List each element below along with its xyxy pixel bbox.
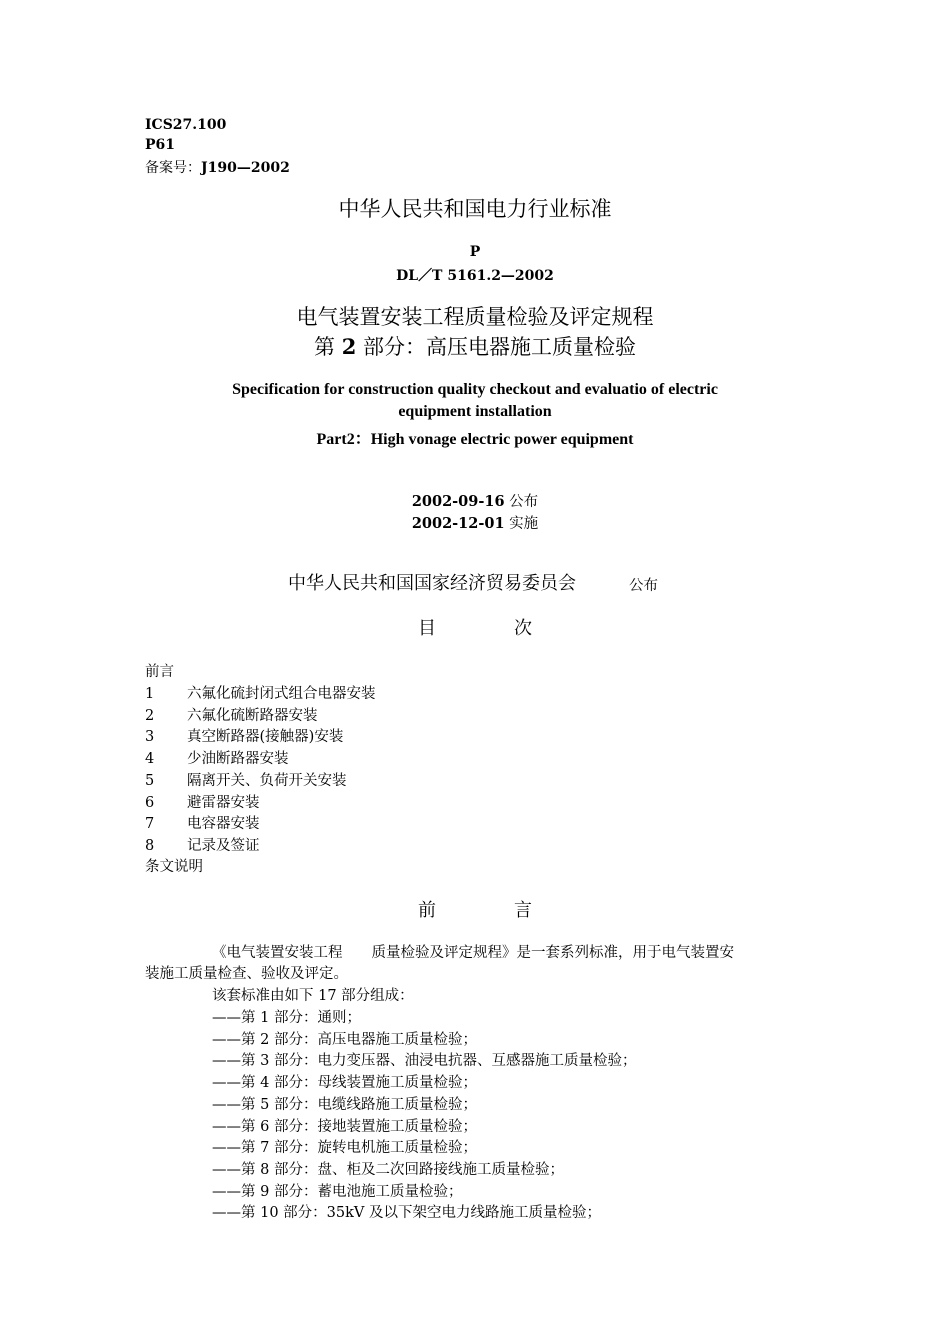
toc-item-number: 2 <box>145 707 155 724</box>
standard-number: DL／T 5161.2—2002 <box>396 268 554 284</box>
title-cn-line1: 电气装置安装工程质量检验及评定规程 <box>296 305 654 329</box>
title-cn-line2 <box>0 331 950 361</box>
part-list-item: ——第 9 部分：蓄电池施工质量检验； <box>212 1183 463 1200</box>
toc-item-number: 4 <box>145 751 155 768</box>
preface-para1-line2: 装施工质量检查、验收及评定。 <box>145 966 348 982</box>
toc-item <box>145 725 343 746</box>
toc-item-label: 六氟化硫断路器安装 <box>187 707 318 724</box>
effective-date-value: 2002-12-01 <box>411 515 505 532</box>
preface-para2: 该套标准由如下 17 部分组成： <box>212 988 414 1004</box>
toc-item-number: 1 <box>145 686 155 702</box>
toc-item-number: 5 <box>145 772 155 789</box>
part-list-item: ——第 3 部分：电力变压器、油浸电抗器、互感器施工质量检验； <box>212 1053 637 1070</box>
record-value: J190—2002 <box>201 160 290 176</box>
toc-heading-left: 目 <box>418 618 436 639</box>
toc-item-number: 3 <box>145 729 155 746</box>
toc-notes: 条文说明 <box>145 859 203 875</box>
toc-item-number: 7 <box>145 816 155 833</box>
toc-item <box>145 682 376 703</box>
toc-item <box>145 834 260 855</box>
part-list-item: ——第 2 部分：高压电器施工质量检验； <box>212 1031 477 1048</box>
toc-item-label: 六氟化硫封闭式组合电器安装 <box>187 686 376 702</box>
issue-date-value: 2002-09-16 <box>411 493 505 510</box>
toc-item-number: 6 <box>145 794 155 811</box>
effective-date <box>0 512 950 533</box>
toc-item <box>145 791 260 812</box>
title-en-line2: equipment installation <box>398 403 552 420</box>
toc-item-number: 8 <box>145 837 155 854</box>
title-cn-line2-prefix: 第 <box>314 335 342 359</box>
part-list-item: ——第 8 部分：盘、柜及二次回路接线施工质量检验； <box>212 1161 564 1178</box>
toc-item <box>145 769 347 790</box>
class-code: P61 <box>145 137 176 153</box>
part-list-item: ——第 4 部分：母线装置施工质量检验； <box>212 1075 477 1092</box>
toc-item-label: 记录及签证 <box>187 837 260 854</box>
title-cn-line2-suffix: 部分：高压电器施工质量检验 <box>356 335 636 359</box>
toc-item <box>145 747 289 768</box>
toc-item-label: 隔离开关、负荷开关安装 <box>187 772 347 789</box>
toc-item <box>145 704 318 725</box>
ics-code: ICS27.100 <box>145 117 227 133</box>
effective-date-label: 实施 <box>504 516 539 532</box>
record-number <box>145 157 290 177</box>
toc-item-label: 真空断路器(接触器)安装 <box>187 729 344 746</box>
toc-item <box>145 812 260 833</box>
issue-date <box>0 490 950 511</box>
part-list-item: ——第 1 部分：通则； <box>212 1010 361 1026</box>
issue-date-label: 公布 <box>504 494 539 510</box>
part-list-item: ——第 6 部分：接地装置施工质量检验； <box>212 1118 477 1135</box>
preface-heading-left: 前 <box>418 900 436 921</box>
toc-item-label: 少油断路器安装 <box>187 751 289 768</box>
industry-standard-title: 中华人民共和国电力行业标准 <box>338 197 612 221</box>
part-list-item: ——第 5 部分：电缆线路施工质量检验； <box>212 1096 477 1113</box>
standard-letter: P <box>469 244 481 260</box>
toc-item-label: 避雷器安装 <box>187 794 260 811</box>
preface-para1-line1: 《电气装置安装工程 质量检验及评定规程》是一套系列标准，用于电气装置安 <box>212 945 734 961</box>
toc-heading-right: 次 <box>514 618 532 639</box>
toc-item-label: 电容器安装 <box>187 816 260 833</box>
issuer-name: 中华人民共和国国家经济贸易委员会 <box>288 573 576 594</box>
record-label: 备案号： <box>145 160 201 176</box>
toc-preface: 前言 <box>145 664 174 680</box>
title-cn-part-number: 2 <box>341 334 357 359</box>
part-list-item: ——第 10 部分：35kV 及以下架空电力线路施工质量检验； <box>212 1205 601 1222</box>
part-list-item: ——第 7 部分：旋转电机施工质量检验； <box>212 1140 477 1157</box>
title-en-line1: Specification for construction quality checkout and evaluatio of electric <box>232 381 718 398</box>
preface-heading-right: 言 <box>514 900 532 921</box>
title-en-line3: Part2：High vonage electric power equipment <box>316 431 634 448</box>
issuer-label: 公布 <box>629 578 658 594</box>
